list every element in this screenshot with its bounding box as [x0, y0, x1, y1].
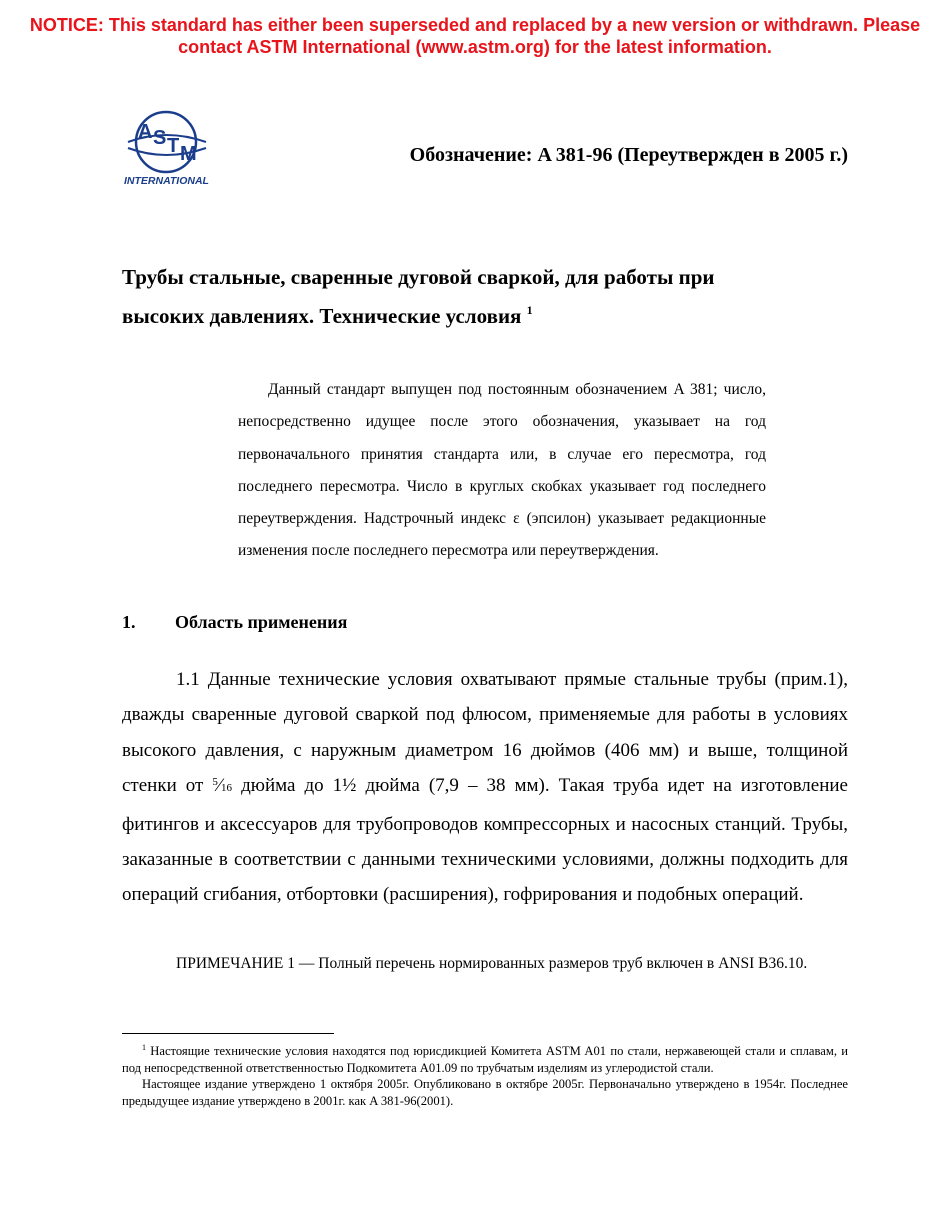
paragraph-1-1: 1.1 Данные технические условия охватывают прямые стальные трубы (прим.1), дважды сваренные дуговой сваркой под флюсом, применяемые для работы в условиях высокого давления, с наружным диаметром 16 дюймов (406 мм) и выше, толщиной стенки от $^5$⁄16 дюйма до 1½ дюйма (7,9 – 38 мм). Такая труба идет на изготовление фитингов и аксессуаров для трубопроводов компрессорных и насосных станций. Трубы, заказанные в соответствии с данными техническими условиями, должны подходить для операций сгибания, отбортовки (расширения), гофрирования и подобных операций.	[122, 669, 848, 906]
footnote-1: $^1$ Настоящие технические условия находятся под юрисдикцией Комитета ASTM A01 по стали, нержавеющей стали и сплавам, и под непосредственной ответственностью Подкомитета A01.09 по трубчатым изделиям из углеродистой стали.	[122, 1043, 848, 1075]
footnote-edition: Настоящее издание утверждено 1 октября 2005г. Опубликовано в октябре 2005г. Первоначально утверждено в 1954г. Последнее предыдущее издание утверждено в 2001г. как A 381-96(2001).	[122, 1077, 848, 1108]
document-title	[122, 258, 842, 336]
fraction-5-16: $^5$⁄16	[212, 775, 233, 797]
section-heading-scope	[122, 612, 347, 633]
standard-designation: Обозначение: A 381-96 (Переутвержден в 2005 г.)	[409, 144, 848, 166]
title-line-1: Трубы стальные, сваренные дуговой сваркой, для работы при	[122, 265, 715, 289]
title-footnote-ref[interactable]: 1	[526, 303, 533, 317]
footnote-divider	[122, 1033, 334, 1034]
footnote-marker: 1	[142, 1043, 146, 1052]
astm-logo	[122, 108, 212, 188]
logo-letter-t: T	[167, 135, 180, 157]
logo-letter-s: S	[153, 127, 167, 149]
notice-line-1: NOTICE: This standard has either been superseded and replaced by a new version or withdrawn. Please	[29, 15, 921, 35]
logo-caption: INTERNATIONAL	[124, 175, 209, 187]
footnotes	[122, 1040, 848, 1109]
note-1: ПРИМЕЧАНИЕ 1 — Полный перечень нормированных размеров труб включен в ANSI B36.10.	[176, 955, 808, 972]
logo-letter-m: M	[180, 143, 197, 165]
section-title: Область применения	[175, 612, 348, 632]
notice-line-2: contact ASTM International (www.astm.org) for the latest information.	[178, 37, 772, 57]
astm-logo-icon	[122, 108, 212, 188]
logo-letter-a: A	[138, 121, 153, 143]
withdrawal-notice	[0, 14, 950, 58]
section-number: 1.	[122, 612, 136, 632]
intro-paragraph: Данный стандарт выпущен под постоянным обозначением A 381; число, непосредственно идущее после этого обозначения, указывает на год первоначального принятия стандарта или, в случае его пересмотра, год последнего пересмотра. Число в круглых скобках указывает год последнего переутверждения. Надстрочный индекс ε (эпсилон) указывает редакционные изменения после последнего пересмотра или переутверждения.	[238, 381, 766, 560]
title-line-2: высоких давлениях. Технические условия $^1$	[122, 303, 533, 328]
